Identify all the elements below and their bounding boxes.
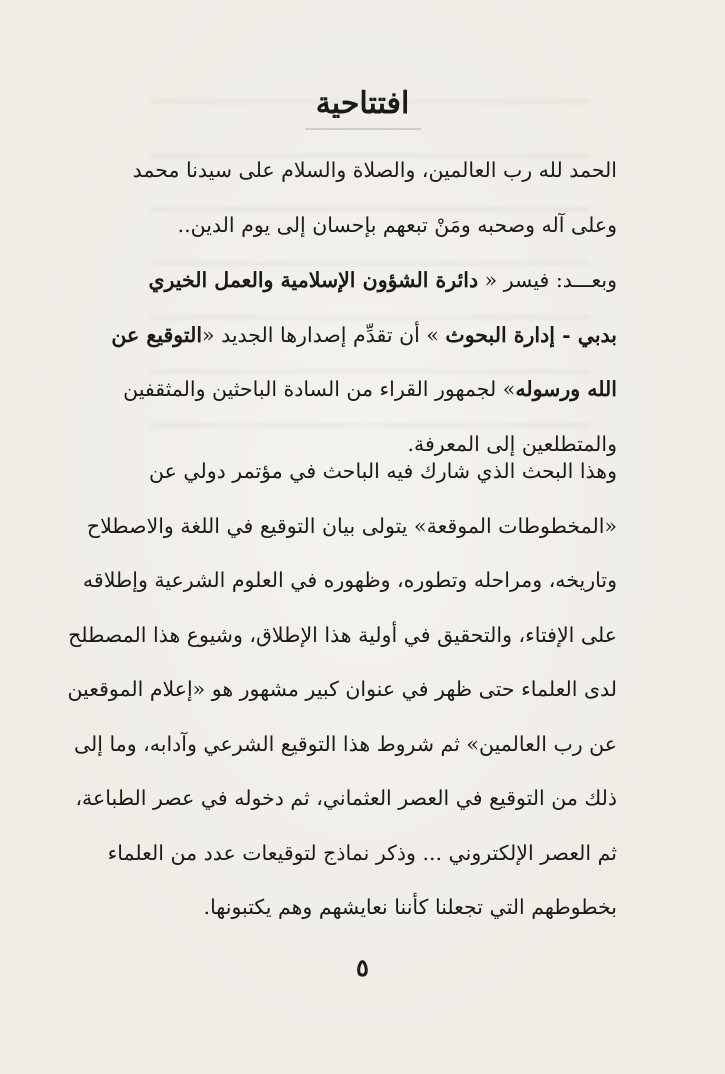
text-line: وعلى آله وصحبه ومَنْ تبعهم بإحسان إلى يوم الدين.. <box>177 212 617 237</box>
text-line: ثم العصر الإلكتروني ... وذكر نماذج لتوقيعات عدد من العلماء <box>107 840 617 865</box>
text-line <box>131 253 617 308</box>
text-line: والمتطلعين إلى المعرفة. <box>407 431 617 456</box>
text-line <box>123 362 617 417</box>
text-run: وبعـــد: فيسر « <box>478 268 617 292</box>
text-line: وتاريخه، ومراحله وتطوره، وظهوره في العلوم الشرعية وإطلاقه <box>82 568 617 592</box>
text-line: الحمد لله رب العالمين، والصلاة والسلام على سيدنا محمد <box>132 158 617 182</box>
page-number: ٥ <box>356 953 369 982</box>
title-underline <box>305 128 421 130</box>
paragraph-announcement <box>111 253 617 471</box>
text-run: » أن تقدِّم إصدارها الجديد « <box>202 322 446 347</box>
book-title-part: التوقيع عن <box>111 322 203 347</box>
text-line: لدى العلماء حتى ظهر في عنوان كبير مشهور هو «إعلام الموقعين <box>67 677 617 701</box>
text-line: على الإفتاء، والتحقيق في أولية هذا الإطلاق، وشيوع هذا المصطلح <box>68 622 617 647</box>
text-line <box>111 308 617 363</box>
text-line: عن رب العالمين» ثم شروط هذا التوقيع الشرعي وآدابه، وما إلى <box>73 731 617 756</box>
paragraph-opening <box>131 143 617 252</box>
text-run: » لجمهور القراء من السادة الباحثين والمثقفين <box>123 377 516 401</box>
text-line: بخطوطهم التي تجعلنا كأننا نعايشهم وهم يكتبونها. <box>203 895 617 919</box>
department-division: بدبي - إدارة البحوث <box>445 322 617 347</box>
department-name: دائرة الشؤون الإسلامية والعمل الخيري <box>148 268 479 292</box>
book-title-part: الله ورسوله <box>515 377 617 401</box>
paragraph-description <box>67 444 617 935</box>
text-line: «المخطوطات الموقعة» يتولى بيان التوقيع في اللغة والاصطلاح <box>86 513 617 538</box>
page-title: افتتاحية <box>315 86 410 121</box>
text-line: وهذا البحث الذي شارك فيه الباحث في مؤتمر دولي عن <box>149 459 617 483</box>
text-line: ذلك من التوقيع في العصر العثماني، ثم دخوله في عصر الطباعة، <box>75 786 617 810</box>
